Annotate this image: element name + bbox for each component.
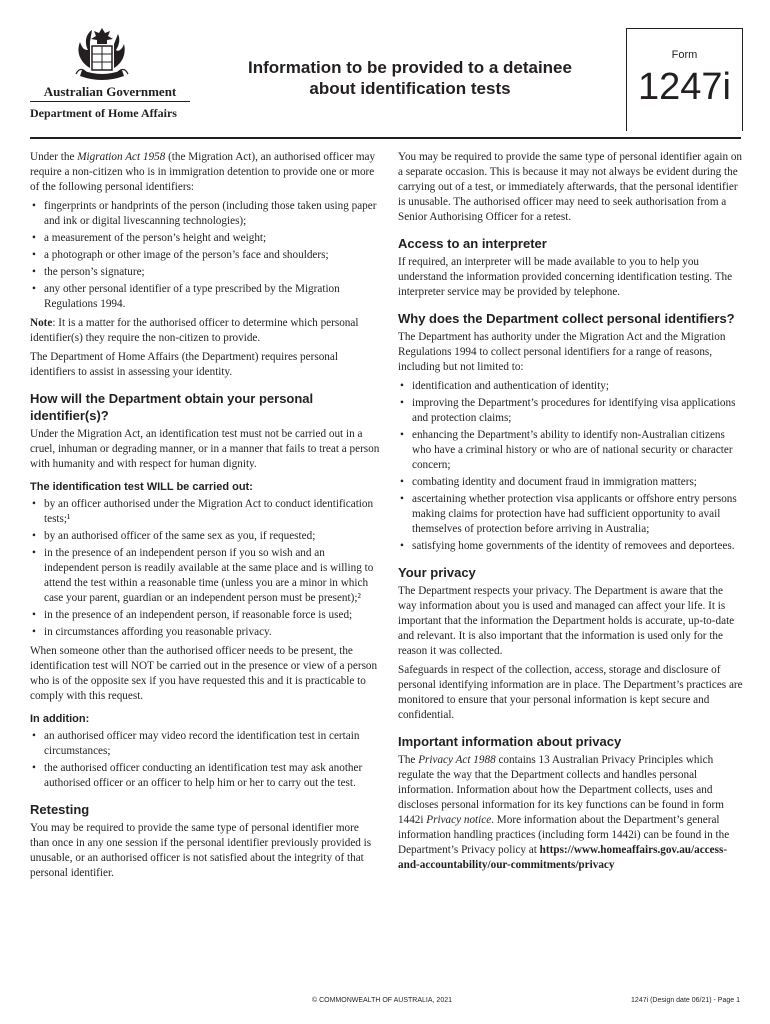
retest-cont-paragraph: You may be required to provide the same type of personal identifier again on a separate occasion. This is because it may not always be evident during the carrying out of a test, or immediately afterwards, that the personal identifier is unusable. The authorised officer may need to seek authorisation from a Senior Authorising Officer for a retest. xyxy=(398,151,743,223)
intro-text-cont: (the Migration Act), an authorised officer may require a non-citizen who is in immigration detention to provide one or more of the following personal identifiers: xyxy=(30,151,376,193)
intro-text: Under the xyxy=(30,151,78,163)
addition-heading: In addition: xyxy=(30,713,90,725)
title-line-1: Information to be provided to a detainee xyxy=(248,58,572,77)
privacy-act-title: Privacy Act 1988 xyxy=(418,754,496,766)
test-list xyxy=(30,497,380,640)
list-item: • improving the Department’s procedures for identifying visa applications and protection claims; xyxy=(398,396,743,426)
form-number-box xyxy=(626,28,743,131)
privacy-notice-title: Privacy notice xyxy=(426,814,492,826)
list-item: • ascertaining whether protection visa applicants or offshore entry persons making claims for protection have had sufficient opportunity to avail themselves of protection before arriving in Australia; xyxy=(398,492,743,537)
page-title xyxy=(225,57,595,99)
privacy-text-cont-2: . More information about the Department’s general information handling practices (including form 1442i) can be found in the Department’s Privacy policy at xyxy=(398,814,730,856)
privacy-paragraph-1: The Department respects your privacy. The Department is aware that the way information about you is used and managed can affect your life. It is important that the information the Department holds is accurate, up-to-date and relevant. It is also important that the information is used only for the reason it was collected. xyxy=(398,585,735,657)
list-item: • an authorised officer may video record the identification test in certain circumstances; xyxy=(30,729,380,759)
privacy-text: The xyxy=(398,754,419,766)
right-column xyxy=(398,150,743,877)
note-paragraph xyxy=(30,316,380,346)
interpreter-heading: Access to an interpreter xyxy=(398,236,547,251)
when-paragraph: When someone other than the authorised officer needs to be present, the identification test will NOT be carried out in the presence or view of a person who is of the opposite sex if you have requested this and it is practicable to comply with this request. xyxy=(30,645,378,702)
divider xyxy=(30,101,190,102)
why-heading: Why does the Department collect personal identifiers? xyxy=(398,311,735,326)
privacy-heading: Your privacy xyxy=(398,565,476,580)
list-item: • fingerprints or handprints of the person (including those taken using paper and ink or digital livescanning technologies); xyxy=(30,199,380,229)
interpreter-paragraph: If required, an interpreter will be made available to you to help you understand the information provided concerning identification testing. The interpreter service may be provided by telephone. xyxy=(398,256,733,298)
intro-paragraph xyxy=(30,150,380,195)
list-item: • satisfying home governments of the identity of removees and deportees. xyxy=(398,539,743,554)
test-heading: The identification test WILL be carried out: xyxy=(30,481,253,493)
left-column xyxy=(30,150,380,885)
list-item: • in circumstances affording you reasonable privacy. xyxy=(30,625,380,640)
important-privacy-paragraph xyxy=(398,753,743,873)
note-text: : It is a matter for the authorised officer to determine which personal identifier(s) they require the non-citizen to provide. xyxy=(30,317,359,344)
why-list xyxy=(398,379,743,554)
department-name: Department of Home Affairs xyxy=(30,106,177,120)
form-label: Form xyxy=(671,49,698,61)
addition-list xyxy=(30,729,380,791)
list-item: • identification and authentication of identity; xyxy=(398,379,743,394)
how-heading: How will the Department obtain your personal identifier(s)? xyxy=(30,391,314,423)
identifier-list xyxy=(30,199,380,312)
important-privacy-heading: Important information about privacy xyxy=(398,734,622,749)
list-item: • by an officer authorised under the Migration Act to conduct identification tests;¹ xyxy=(30,497,380,527)
list-item: • in the presence of an independent person, if reasonable force is used; xyxy=(30,608,380,623)
privacy-policy-link[interactable]: https://www.homeaffairs.gov.au/access-and-accountability/our-commitments/privacy xyxy=(398,844,728,871)
why-paragraph: The Department has authority under the Migration Act and the Migration Regulations 1994 to collect personal identifiers for a range of reasons, including but not limited to: xyxy=(398,331,726,373)
list-item: • enhancing the Department’s ability to identify non-Australian citizens who have a criminal history or who are of national security or character concern; xyxy=(398,428,743,473)
retest-paragraph: You may be required to provide the same type of personal identifier more than once in any one session if the personal identifier previously provided is unusable, or an authorised officer is not satisfied about the integrity of that personal identifier. xyxy=(30,822,372,879)
retest-heading: Retesting xyxy=(30,802,90,817)
list-item: • a photograph or other image of the person’s face and shoulders; xyxy=(30,248,380,263)
list-item: • the authorised officer conducting an identification test may ask another authorised officer or an officer to help him or her to carry out the test. xyxy=(30,761,380,791)
list-item: • the person’s signature; xyxy=(30,265,380,280)
coat-of-arms-logo xyxy=(66,22,138,84)
dept-requires-paragraph: The Department of Home Affairs (the Department) requires personal identifiers to assist in assessing your identity. xyxy=(30,351,338,378)
privacy-paragraph-2: Safeguards in respect of the collection, access, storage and disclosure of personal identifying information are in place. The Department’s practices are monitored to ensure that your personal information is kept secure and confidential. xyxy=(398,664,743,721)
note-label: Note xyxy=(30,317,53,329)
header-divider xyxy=(30,137,741,139)
form-number: 1247i xyxy=(638,66,731,108)
government-name: Australian Government xyxy=(43,84,177,99)
migration-act-title: Migration Act 1958 xyxy=(77,151,166,163)
list-item: • any other personal identifier of a type prescribed by the Migration Regulations 1994. xyxy=(30,282,380,312)
list-item: • in the presence of an independent person if you so wish and an independent person is readily available at the same place and is willing to attend the test within a reasonable time (unless you are a minor in which case your parent, guardian or an independent person must be present);² xyxy=(30,546,380,606)
title-line-2: about identification tests xyxy=(309,79,511,98)
privacy-text-cont: contains 13 Australian Privacy Principles which regulate the way that the Department collects and handles personal information. Information about how the Department collects, uses and discloses personal information for its key functions can be found in form 1442i xyxy=(398,754,724,826)
list-item: • by an authorised officer of the same sex as you, if requested; xyxy=(30,529,380,544)
page-number: 1247i (Design date 06/21) - Page 1 xyxy=(631,997,740,1004)
list-item: • a measurement of the person’s height and weight; xyxy=(30,231,380,246)
how-paragraph: Under the Migration Act, an identification test must not be carried out in a cruel, inhuman or degrading manner, or in a manner that fails to treat a person with humanity and with respect for human dignity. xyxy=(30,428,380,470)
list-item: • combating identity and document fraud in immigration matters; xyxy=(398,475,743,490)
copyright-notice: © COMMONWEALTH OF AUSTRALIA, 2021 xyxy=(312,997,452,1004)
